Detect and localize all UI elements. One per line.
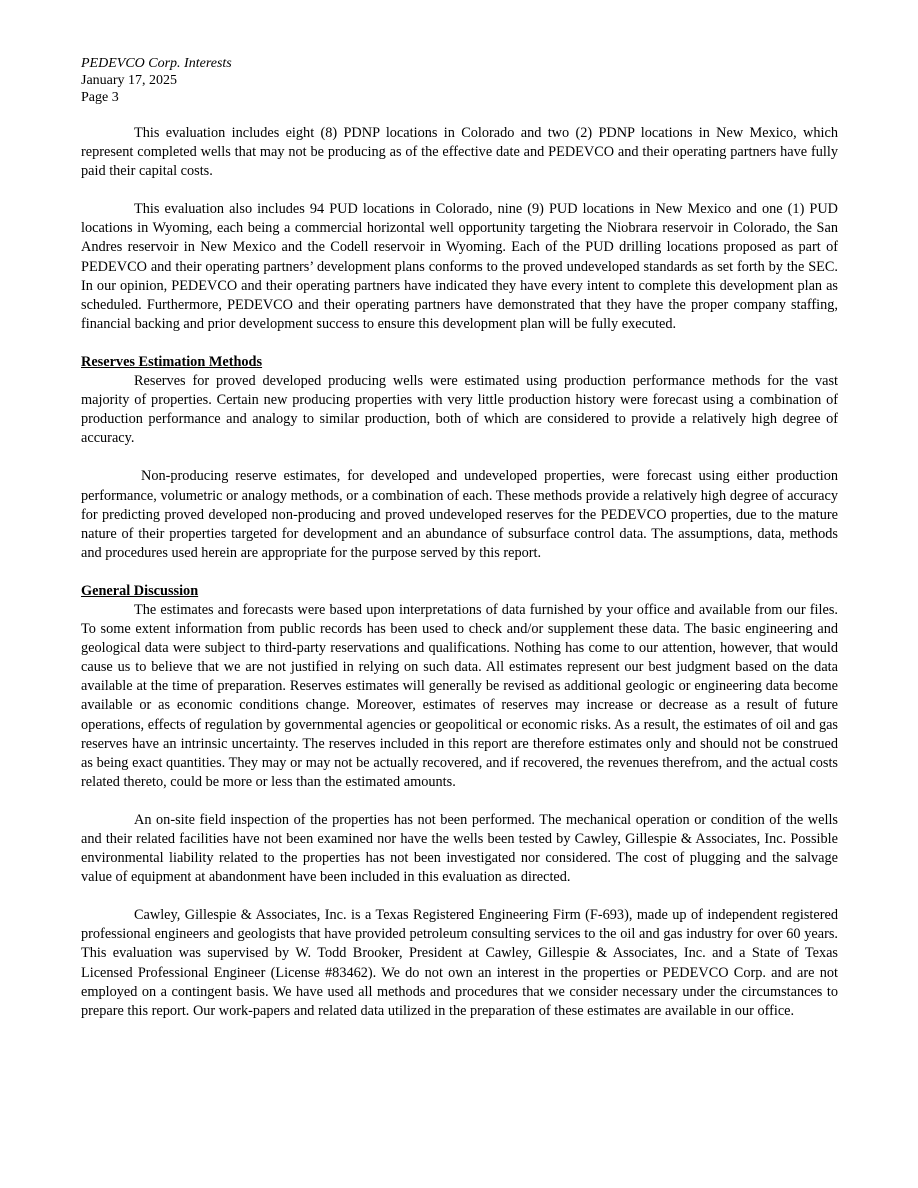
paragraph-firm-credentials: Cawley, Gillespie & Associates, Inc. is a Texas Registered Engineering Firm (F-693), made up of independent registered professional engineers and geologists that have provided petroleum consulting services to the oil and gas industry for over 60 years. This evaluation was supervised by W. Todd Brooker, President at Cawley, Gillespie & Associates, Inc. and a State of Texas Licensed Professional Engineer (License #83462). We do not own an interest in the properties or PEDEVCO Corp. and are not employed on a contingent basis. We have used all methods and procedures that we consider necessary under the circumstances to prepare this report. Our work-papers and related data utilized in the preparation of these estimates are available in our office. [81, 907, 838, 1019]
paragraph-pdnp-locations: This evaluation includes eight (8) PDNP locations in Colorado and two (2) PDNP locations in New Mexico, which represent completed wells that may not be producing as of the effective date and PEDEVCO and their operating partners have fully paid their capital costs. [81, 125, 838, 180]
heading-reserves-estimation-methods: Reserves Estimation Methods [81, 353, 263, 370]
paragraph-field-inspection: An on-site field inspection of the properties has not been performed. The mechanical operation or condition of the wells and their related facilities have not been examined nor have the wells been tested by Cawley, Gillespie & Associates, Inc. Possible environmental liability related to the properties has not been investigated nor considered. The cost of plugging and the salvage value of equipment at abandonment have been included in this evaluation as directed. [81, 811, 838, 886]
document-body [81, 124, 838, 1021]
heading-general-discussion: General Discussion [81, 582, 199, 599]
header-company: PEDEVCO Corp. Interests [81, 56, 232, 71]
paragraph-estimates-forecasts: The estimates and forecasts were based upon interpretations of data furnished by your office and available from our files. To some extent information from public records has been used to check and/or supplement these data. The basic engineering and geological data were subject to third-party reservations and qualifications. Nothing has come to our attention, however, that would cause us to believe that we are not justified in relying on such data. All estimates represent our best judgment based on the data available at the time of preparation. Reserves estimates will generally be revised as additional geologic or engineering data become available or as economic conditions change. Moreover, estimates of reserves may increase or decrease as a result of future operations, effects of regulation by governmental agencies or geopolitical or economic risks. As a result, the estimates of oil and gas reserves have an intrinsic uncertainty. The reserves included in this report are therefore estimates only and should not be construed as being exact quantities. They may or may not be actually recovered, and if recovered, the revenues therefrom, and the actual costs related thereto, could be more or less than the estimated amounts. [81, 601, 838, 790]
paragraph-proved-developed-producing: Reserves for proved developed producing wells were estimated using production performance methods for the vast majority of properties. Certain new producing properties with very little production history were forecast using a combination of production performance and analogy to similar production, both of which are considered to provide a relatively high degree of accuracy. [81, 373, 838, 447]
page-header [81, 55, 232, 106]
paragraph-pud-locations: This evaluation also includes 94 PUD locations in Colorado, nine (9) PUD locations in New Mexico and one (1) PUD locations in Wyoming, each being a commercial horizontal well opportunity targeting the Niobrara reservoir in Colorado, the San Andres reservoir in New Mexico and the Codell reservoir in Wyoming. Each of the PUD drilling locations proposed as part of PEDEVCO and their operating partners’ development plans conforms to the proved undeveloped standards as set forth by the SEC. In our opinion, PEDEVCO and their operating partners have indicated they have every intent to complete this development plan as scheduled. Furthermore, PEDEVCO and their operating partners have demonstrated that they have the proper company staffing, financial backing and prior development success to ensure this development plan will be fully executed. [81, 201, 838, 332]
header-date: January 17, 2025 [81, 73, 178, 88]
paragraph-non-producing-estimates: Non-producing reserve estimates, for developed and undeveloped properties, were forecast using either production performance, volumetric or analogy methods, or a combination of each. These methods provide a relatively high degree of accuracy for predicting proved developed non-producing and proved undeveloped reserves for the PEDEVCO properties, due to the mature nature of their properties targeted for development and an abundance of subsurface control data. The assumptions, data, methods and procedures used herein are appropriate for the purpose served by this report. [81, 468, 838, 561]
header-page-number: Page 3 [81, 90, 119, 105]
